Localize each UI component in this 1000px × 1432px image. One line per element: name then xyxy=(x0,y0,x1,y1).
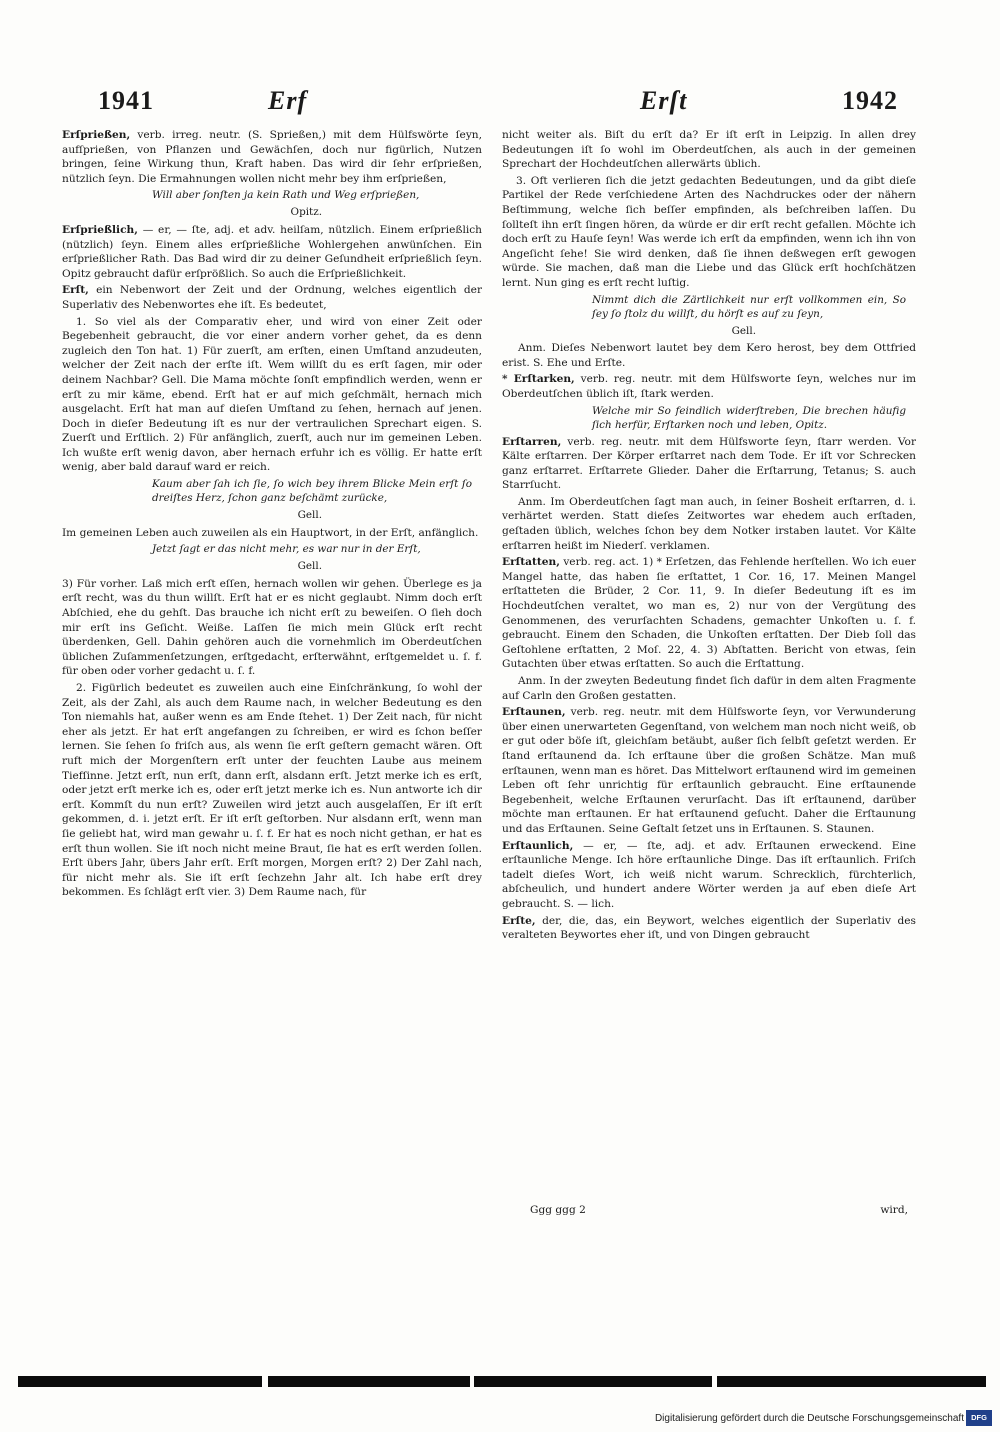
lemma: Erſtaunlich, xyxy=(502,839,574,852)
entry-text: ein Nebenwort der Zeit und der Ordnung, welches eigentlich der Superlativ des Nebenwortes ehe iſt. Es bedeutet, xyxy=(62,284,482,311)
entry-erst xyxy=(62,283,482,312)
paragraph: 3. Oft verlieren ſich die jetzt gedachten Bedeutungen, und da gibt dieſe Partikel der Rede verſchiedene Arten des Nachdruckes oder der nähern Beſtimmung, welche ſich beſſer empfinden, als beſchreiben laſſen. Du ſollteſt ihn erſt ſingen hören, da würde er dir erſt recht gefallen. Möchte ich doch erſt zu Hauſe ſeyn! Was werde ich erſt da empfinden, wenn ich ihn von Angeſicht ſehe! Sie wird denken, daß ſie ihnen deßwegen erſt gewogen würde. Sie machen, daß man die Liebe und das Glück erſt hochſchätzen lernt. Nun ging es erſt recht luſtig. xyxy=(502,174,916,289)
lemma: Erſtaunen, xyxy=(502,706,566,719)
page-number-right: 1942 xyxy=(842,86,898,115)
running-head-right: Erſt xyxy=(640,86,688,115)
verse-quote: Jetzt ſagt er das nicht mehr, es war nur in der Erſt, xyxy=(152,543,421,556)
entry-text: verb. reg. neutr. mit dem Hülfsworte ſeyn, ſtarr werden. Vor Kälte erſtarren. Der Körper erſtarret nach dem Tode. Er iſt vor Schrecken ganz erſtarret. Erſtarrete Glieder. Daher die Erſtarrung, Tetanus; S. auch Starrſucht. xyxy=(502,435,916,492)
dfg-logo: DFG xyxy=(966,1410,992,1426)
verse-attribution: Opitz. xyxy=(290,206,322,219)
entry-erstatten xyxy=(502,555,916,672)
right-column xyxy=(502,128,916,1238)
entry-erstaunlich xyxy=(502,839,916,912)
annotation: Anm. Im Oberdeutſchen ſagt man auch, in ſeiner Bosheit erſtarren, d. i. verhärtet werden. Statt dieſes Zeitwortes war ehedem auch erſtaden, geſtaden üblich, welches ſchon bey dem Notker irstaben lautet. Vor Kälte erſtarren heißt im Niederſ. verklamen. xyxy=(502,495,916,552)
entry-erspriessen xyxy=(62,128,482,186)
lemma: Erſt, xyxy=(62,284,89,297)
scan-edge-gap xyxy=(470,1376,474,1387)
catchword: wird, xyxy=(880,1204,908,1216)
entry-text: der, die, das, ein Beywort, welches eigentlich der Superlativ des veralteten Beywortes eher iſt, und von Dingen gebraucht xyxy=(502,914,916,942)
paragraph: 1. So viel als der Comparativ eher, und wird von einer Zeit oder Begebenheit gebraucht, die vor einer andern vorher gehet, da es denn zugleich den Ton hat. 1) Für zuerſt, am erſten, einen Umſtand anzudeuten, welcher der Zeit nach der erſte iſt. Wem willſt du es erſt ſagen, mir oder deinem Nachbar? Gell. Die Mama möchte ſonſt empfindlich werden, wenn er erſt zu mir käme, ebend. Erſt hat er auf mich geſchmält, hernach mich ausgelacht. Erſt hat man auf dieſen Umſtand zu ſehen, hernach auf jenen. Doch in dieſer Bedeutung iſt es nur der vertraulichen Sprechart eigen. S. Zuerſt und Erſtlich. 2) Für anfänglich, zuerſt, auch nur im gemeinen Leben. Ich wußte erſt wenig davon, aber hernach erfuhr ich es völlig. Er hatte erſt wenig, aber bald darauf ward er reich. xyxy=(62,315,482,474)
paragraph: nicht weiter als. Biſt du erſt da? Er iſt erſt in Leipzig. In allen drey Bedeutungen iſt ſo wohl im Oberdeutſchen, als auch in der gemeinen Sprechart der Hochdeutſchen allerwärts üblich. xyxy=(502,129,916,171)
verse-quote: Will aber ſonſten ja kein Rath und Weg erſprießen, xyxy=(152,189,420,202)
entry-text: — er, — ſte, adj. et adv. Erſtaunen erweckend. Eine erſtaunliche Menge. Ich höre erſtaunliche Dinge. Das iſt erſtaunlich. Friſch tadelt dieſes Wort, ich weiß nicht warum. Schrecklich, fürchterlich, abſcheulich, und hundert andere Wörter werden ja auf eben dieſe Art gebraucht. S. — lich. xyxy=(502,839,916,910)
verse-quote: Welche mir So feindlich widerſtreben, Die brechen häufig ſich herfür, Erſtarken noch und leben, Opitz. xyxy=(592,404,906,431)
entry-erspriesslich xyxy=(62,223,482,281)
entry-erstaunen xyxy=(502,705,916,836)
annotation: Anm. In der zweyten Bedeutung findet ſich dafür in dem alten Fragmente auf Carln den Großen gestatten. xyxy=(502,675,916,702)
verse-attribution: Gell. xyxy=(297,560,322,573)
entry-text: verb. reg. neutr. mit dem Hülfsworte ſeyn, vor Verwunderung über einen unerwarteten Gegenſtand, von welchem man noch nicht weiß, ob er gut oder böſe iſt, gleichſam betäubt, außer ſich ſelbſt geſetzt werden. Er ſtand erſtaunend da. Ich erſtaune über die großen Schätze. Man muß erſtaunen, wenn man es höret. Das Mittelwort erſtaunend wird im gemeinen Leben oft ſehr unrichtig für erſtaunlich gebraucht. Eine erſtaunende Begebenheit, welche Erſtaunen verurſacht. Das iſt erſtaunend, darüber möchte man erſtaunen. Er hat erſtaunend geſucht. Daher die Erſtaunung und das Erſtaunen. Seine Geſtalt ſetzet uns in Erſtaunen. S. Staunen. xyxy=(502,706,916,835)
lemma: Erſtatten, xyxy=(502,556,560,569)
scan-edge-gap xyxy=(712,1376,717,1387)
entry-erstarren xyxy=(502,435,916,493)
signature-line xyxy=(528,1204,908,1216)
verse-attribution: Gell. xyxy=(297,509,322,522)
entry-text: verb. irreg. neutr. (S. Sprießen,) mit dem Hülfswörte ſeyn, aufſprießen, von Pflanzen und Gewächſen, doch nur figürlich, Nutzen bringen, ſeine Wirkung thun, Kraft haben. Das wird dir ſehr erſprießen, nützlich ſeyn. Die Ermahnungen wollen nicht mehr bey ihm erſprießen, xyxy=(62,129,482,185)
verse-quote: Nimmt dich die Zärtlichkeit nur erſt vollkommen ein, So ſey ſo ſtolz du willſt, du hörſt es auf zu ſeyn, xyxy=(592,293,906,320)
annotation: Anm. Dieſes Nebenwort lautet bey dem Kero herost, bey dem Ottfried erist. S. Ehe und Erſte. xyxy=(502,342,916,369)
lemma: * Erſtarken, xyxy=(502,373,575,386)
lemma: Erſprießen, xyxy=(62,129,131,141)
lemma: Erſtarren, xyxy=(502,435,562,448)
left-column xyxy=(62,128,482,1223)
running-head-left: Erf xyxy=(268,86,308,115)
scan-edge-gap xyxy=(262,1376,268,1387)
entry-text: verb. reg. neutr. mit dem Hülfsworte ſeyn, welches nur im Oberdeutſchen üblich iſt, ſtark werden. xyxy=(502,373,916,400)
paragraph: Im gemeinen Leben auch zuweilen als ein Hauptwort, in der Erſt, anfänglich. xyxy=(62,526,479,539)
paragraph: 2. Figürlich bedeutet es zuweilen auch eine Einſchränkung, ſo wohl der Zeit, als der Zahl, als auch dem Raume nach, in welcher Bedeutung es den Ton niemahls hat, außer wenn es am Ende ſtehet. 1) Der Zeit nach, für nicht eher als jetzt. Er hat erſt angefangen zu ſchreiben, er wird es ſchon beſſer lernen. Sie ſehen ſo friſch aus, als wenn ſie erſt geſtern gemacht wären. Oft ruft mich der Morgenſtern erſt unter der feuchten Laube aus meinem Tiefſinne. Jetzt erſt, nun erſt, dann erſt, alsdann erſt. Jetzt merke ich es erſt, oder jetzt erſt merke ich es, oder erſt jetzt merke ich es. Nun antworte ich dir erſt. Kommſt du nun erſt? Zuweilen wird jetzt auch ausgelaſſen, Er iſt erſt gekommen, d. i. jetzt erſt. Er iſt erſt geſtorben. Nur alsdann erſt, wenn man ſie geliebt hat, wird man gewahr u. ſ. f. Er hat es noch nicht gethan, er hat es erſt thun wollen. Sie iſt noch nicht meine Braut, ſie hat es erſt werden ſollen. Erſt übers Jahr, übers Jahr erſt. Erſt morgen, Morgen erſt? 2) Der Zahl nach, für nicht mehr als. Sie iſt erſt ſechzehn Jahr alt. Ich habe erſt drey bekommen. Es ſchlägt erſt vier. 3) Dem Raume nach, für xyxy=(62,682,482,899)
paragraph: 3) Für vorher. Laß mich erſt eſſen, hernach wollen wir gehen. Überlege es ja erſt recht, was du thun willſt. Erſt hat er es nicht geglaubt. Nimm doch erſt Abſchied, ehe du gehſt. Das brauche ich nicht erſt zu beweiſen. O ſieh doch mir erſt ins Geſicht. Weiße. Laſſen ſie mich mein Glück erſt recht überdenken, Gell. Dahin gehören auch die vornehmlich im Oberdeutſchen üblichen Zuſammenſetzungen, erſtgedacht, erſterwähnt, erſtgemeldet u. ſ. f. für oben oder vorher gedacht u. ſ. f. xyxy=(62,577,482,678)
verse-quote: Kaum aber ſah ich ſie, ſo wich bey ihrem Blicke Mein erſt ſo dreiſtes Herz, ſchon ganz beſchämt zurücke, xyxy=(152,478,472,505)
verse-attribution: Gell. xyxy=(731,324,756,337)
entry-text: verb. reg. act. 1) * Erſetzen, das Fehlende herſtellen. Wo ich euer Mangel hatte, das haben ſie erſtattet, 1 Cor. 16, 17. Meinen Mangel erſtatteten die Brüder, 2 Cor. 11, 9. In dieſer Bedeutung iſt es im Hochdeutſchen veraltet, wo man es, 2) nur von der Vergütung des Genommenen, des verurſachten Schadens, gemachter Unkoſten u. ſ. f. gebraucht. Einem den Schaden, die Unkoſten erſtatten. Der Dieb ſoll das Geſtohlene erſtatten, 2 Moſ. 22, 4. 3) Abſtatten. Bericht von etwas, ſein Gutachten über etwas erſtatten. So auch die Erſtattung. xyxy=(502,556,916,671)
digitization-credit: Digitalisierung gefördert durch die Deutsche Forschungsgemeinschaft xyxy=(654,1413,964,1424)
scan-edge-bar xyxy=(18,1376,986,1387)
lemma: Erſte, xyxy=(502,914,536,927)
entry-erste xyxy=(502,914,916,943)
entry-erstarken xyxy=(502,372,916,401)
page-number-left: 1941 xyxy=(98,86,154,115)
entry-text: — er, — ſte, adj. et adv. heilſam, nützlich. Einem erſprießlich (nützlich) ſeyn. Einem alles erſprießliche Wohlergehen anwünſchen. Ein erſprießlicher Rath. Das Bad wird dir zu deiner Geſundheit erſprießlich ſeyn. Opitz gebraucht dafür erſprößlich. So auch die Erſprießlichkeit. xyxy=(62,223,482,280)
signature-mark: Ggg ggg 2 xyxy=(530,1204,586,1216)
lemma: Erſprießlich, xyxy=(62,223,138,236)
